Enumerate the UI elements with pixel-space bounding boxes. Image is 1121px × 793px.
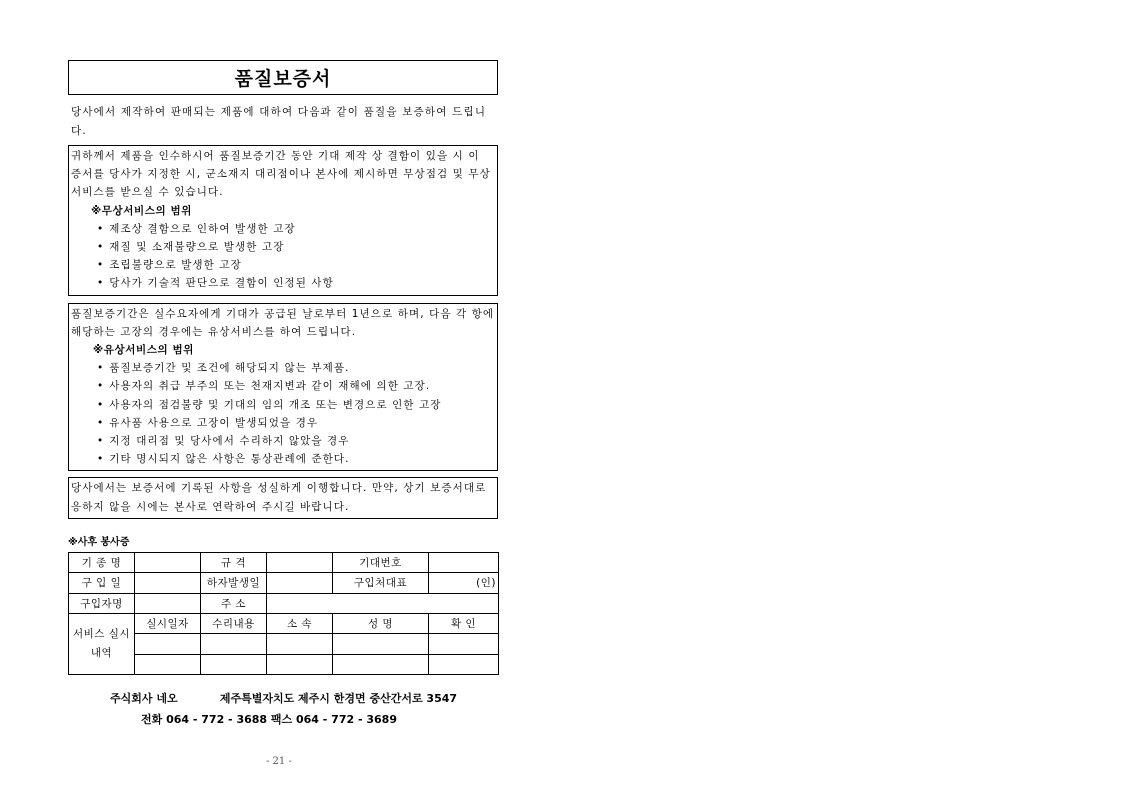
record-cell[interactable] xyxy=(333,654,429,674)
commitment-text: 당사에서는 보증서에 기록된 사항을 성실하게 이행합니다. 만약, 상기 보증서대로 응하지 않을 시에는 본사로 연락하여 주시길 바랍니다. xyxy=(71,482,487,513)
list-item: • 당사가 기술적 판단으로 결함이 인정된 사항 xyxy=(97,274,495,292)
table-row xyxy=(69,593,499,613)
footer-contact: 전화 064 - 772 - 3688 팩스 064 - 772 - 3689 xyxy=(141,713,397,726)
record-cell[interactable] xyxy=(333,634,429,654)
company-address: 제주특별자치도 제주시 한경면 중산간서로 3547 xyxy=(219,692,458,705)
after-service-title: ※사후 봉사증 xyxy=(68,536,130,548)
affiliation-header: 소 속 xyxy=(267,614,333,634)
list-item: • 유사품 사용으로 고장이 발생되었을 경우 xyxy=(97,414,495,432)
spec-cell[interactable] xyxy=(267,552,333,572)
record-cell[interactable] xyxy=(135,634,201,654)
name-header: 성 명 xyxy=(333,614,429,634)
after-service-table xyxy=(68,552,499,675)
list-item: • 기타 명시되지 않은 사항은 통상관례에 준한다. xyxy=(97,450,495,468)
table-row xyxy=(69,614,499,634)
model-name-label: 기 종 명 xyxy=(69,552,135,572)
company-name: 주식회사 네오 xyxy=(110,692,178,705)
list-item: • 제조상 결함으로 인하여 발생한 고장 xyxy=(97,220,495,238)
confirm-header: 확 인 xyxy=(429,614,499,634)
buyer-cell[interactable] xyxy=(135,593,201,613)
page-number: - 21 - xyxy=(266,756,292,767)
list-item: • 품질보증기간 및 조건에 해당되지 않는 부제품. xyxy=(97,359,495,377)
service-record-label: 서비스 실시내역 xyxy=(69,614,135,675)
record-cell[interactable] xyxy=(267,634,333,654)
dealer-label: 구입처대표 xyxy=(333,573,429,593)
warranty-document xyxy=(68,60,498,675)
buyer-label: 구입자명 xyxy=(69,593,135,613)
record-cell[interactable] xyxy=(429,634,499,654)
table-row xyxy=(69,552,499,572)
free-service-heading: ※무상서비스의 범위 xyxy=(91,204,193,217)
list-item: • 사용자의 취급 부주의 또는 천재지변과 같이 재해에 의한 고장. xyxy=(97,377,495,395)
defect-date-label: 하자발생일 xyxy=(201,573,267,593)
seal-cell[interactable]: (인) xyxy=(429,573,499,593)
free-service-paragraph: 귀하께서 제품을 인수하시어 품질보증기간 동안 기대 제작 상 결함이 있을 시 이 증서를 당사가 지정한 시, 군소재지 대리점이나 본사에 제시하면 무상점검 및 무상 서비스를 받으실 수 있습니다. xyxy=(71,150,491,199)
defect-date-cell[interactable] xyxy=(267,573,333,593)
record-cell[interactable] xyxy=(267,654,333,674)
serial-no-label: 기대번호 xyxy=(333,552,429,572)
free-service-box xyxy=(68,145,498,296)
model-name-cell[interactable] xyxy=(135,552,201,572)
free-service-list xyxy=(71,220,495,293)
paid-service-box xyxy=(68,303,498,472)
table-row xyxy=(69,573,499,593)
repair-detail-header: 수리내용 xyxy=(201,614,267,634)
address-cell[interactable] xyxy=(267,593,499,613)
purchase-date-label: 구 입 일 xyxy=(69,573,135,593)
list-item: • 조립불량으로 발생한 고장 xyxy=(97,256,495,274)
record-cell[interactable] xyxy=(135,654,201,674)
address-label: 주 소 xyxy=(201,593,267,613)
footer-company-line xyxy=(110,690,457,706)
list-item: • 사용자의 점검불량 및 기대의 임의 개조 또는 변경으로 인한 고장 xyxy=(97,396,495,414)
document-title xyxy=(68,60,498,95)
list-item: • 재질 및 소재불량으로 발생한 고장 xyxy=(97,238,495,256)
paid-service-paragraph: 품질보증기간은 실수요자에게 기대가 공급된 날로부터 1년으로 하며, 다음 각 항에 해당하는 고장의 경우에는 유상서비스를 하여 드립니다. xyxy=(71,307,495,338)
serial-no-cell[interactable] xyxy=(429,552,499,572)
paid-service-heading: ※유상서비스의 범위 xyxy=(93,344,195,357)
list-item: • 지정 대리점 및 당사에서 수리하지 않았을 경우 xyxy=(97,432,495,450)
document-title-text: 품질보증서 xyxy=(234,68,332,90)
record-cell[interactable] xyxy=(429,654,499,674)
commitment-box xyxy=(68,477,498,518)
spec-label: 규 격 xyxy=(201,552,267,572)
paid-service-list xyxy=(71,359,495,468)
record-cell[interactable] xyxy=(201,654,267,674)
exec-date-header: 실시일자 xyxy=(135,614,201,634)
purchase-date-cell[interactable] xyxy=(135,573,201,593)
record-cell[interactable] xyxy=(201,634,267,654)
intro-text: 당사에서 제작하여 판매되는 제품에 대하여 다음과 같이 품질을 보증하여 드립니다. xyxy=(71,106,487,137)
